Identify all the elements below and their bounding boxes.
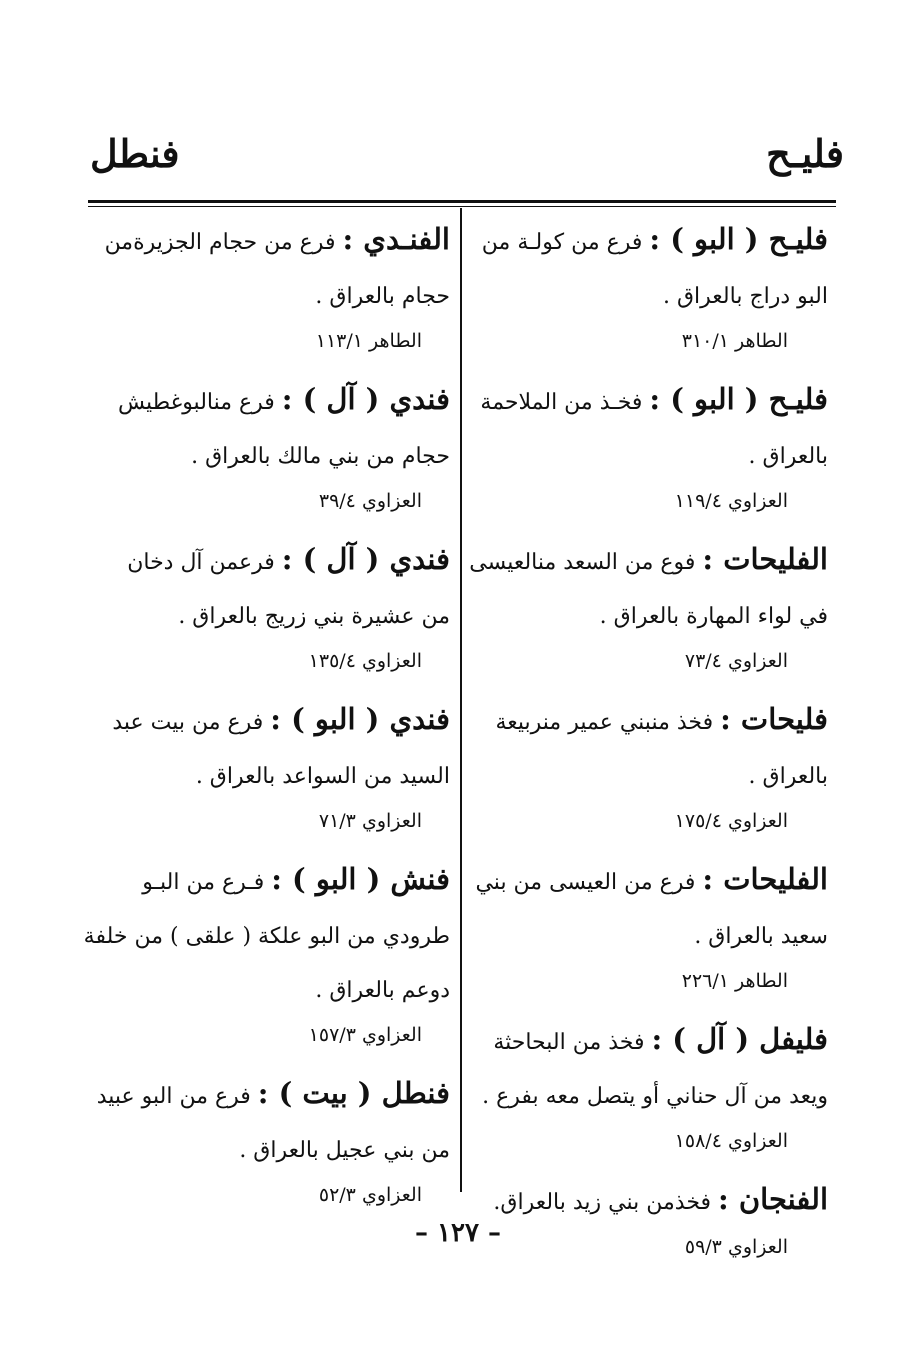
entry-reference: العزاوي ١٣٥/٤ — [308, 650, 422, 672]
entry-text: من بني عجيل بالعراق . — [239, 1138, 450, 1163]
entry-text: من عشيرة بني زريج بالعراق . — [178, 604, 450, 629]
entry-text: في لواء المهارة بالعراق . — [599, 604, 828, 629]
page-number: – ١٢٧ – — [414, 1218, 502, 1248]
entry-text: فرع منالبوغطيش — [117, 390, 282, 415]
entry — [98, 212, 450, 358]
entry-reference: العزاوي ٧١/٣ — [318, 810, 422, 832]
entry-title: الفنـدي : — [342, 222, 450, 256]
header-right-word: فليـح — [766, 131, 844, 176]
entry — [83, 852, 450, 1052]
column-divider — [460, 208, 462, 1192]
left-column — [83, 212, 450, 1226]
entry — [98, 532, 450, 678]
entry — [476, 1012, 828, 1158]
entry-title: فليـح ( البو ) : — [649, 222, 828, 256]
entry-reference: العزاوي ١١٩/٤ — [674, 490, 788, 512]
entry-title: فنش ( البو ) : — [271, 862, 450, 896]
entry — [98, 692, 450, 838]
entry-text: بالعراق . — [748, 444, 828, 469]
entry-title: فليفل ( آل ) : — [651, 1022, 828, 1056]
entry-title: فليحات : — [720, 702, 828, 736]
entry — [476, 692, 828, 838]
entry-reference: العزاوي ٧٣/٤ — [684, 650, 788, 672]
entry-reference: العزاوي ١٥٧/٣ — [308, 1024, 422, 1046]
entry-title: فنطل ( بيت ) : — [257, 1076, 450, 1110]
entry-text: فوع من السعد منالعيسى — [469, 550, 703, 575]
entry — [476, 212, 828, 358]
header-rule-thin — [88, 206, 836, 207]
entry — [98, 372, 450, 518]
entry-title: الفنجان : — [718, 1182, 828, 1216]
entry — [476, 372, 828, 518]
entry-reference: الطاهر ٢٢٦/١ — [681, 970, 788, 992]
entry — [476, 852, 828, 998]
entry-reference: العزاوي ٣٩/٤ — [318, 490, 422, 512]
entry-text: فرع من البو عبيد — [96, 1084, 258, 1109]
entry-reference: العزاوي ١٧٥/٤ — [674, 810, 788, 832]
entry-text: حجام بالعراق . — [315, 284, 450, 309]
entry-text: السيد من السواعد بالعراق . — [195, 764, 450, 789]
entry-text: فخذمن بني زيد بالعراق. — [493, 1190, 719, 1215]
entry — [469, 532, 828, 678]
entry-reference: العزاوي ٥٩/٣ — [684, 1236, 788, 1258]
entry-text: البو دراج بالعراق . — [663, 284, 828, 309]
entry-reference: الطاهر ١١٣/١ — [315, 330, 422, 352]
entry-text: فرع من حجام الجزيرةمن — [104, 230, 343, 255]
entry-text: دوعم بالعراق . — [315, 978, 450, 1003]
entry-text: فخذ منبني عمير منربيعة — [495, 710, 721, 735]
header-rule-thick — [88, 200, 836, 203]
entry-text: بالعراق . — [748, 764, 828, 789]
entry-text: فخـذ من الملاحمة — [480, 390, 650, 415]
entry-title: فندي ( آل ) : — [281, 382, 450, 416]
entry-title: فندي ( آل ) : — [281, 542, 450, 576]
entry-reference: الطاهر ٣١٠/١ — [681, 330, 788, 352]
right-column — [469, 212, 828, 1278]
entry-text: سعيد بالعراق . — [694, 924, 828, 949]
entry-text: فخذ من البحاحثة — [493, 1030, 652, 1055]
entry-text: ويعد من آل حناني أو يتصل معه بفرع . — [482, 1084, 828, 1109]
entry-title: فليـح ( البو ) : — [649, 382, 828, 416]
entry-reference: العزاوي ٥٢/٣ — [318, 1184, 422, 1206]
entry-text: فرع من بيت عبد — [112, 710, 271, 735]
entry-title: الفليحات : — [702, 542, 828, 576]
entry-title: الفليحات : — [702, 862, 828, 896]
entry-text: فرع من العيسى من بني — [475, 870, 703, 895]
entry-text: فرع من كولـة من — [481, 230, 650, 255]
entry-text: حجام من بني مالك بالعراق . — [191, 444, 450, 469]
entry-text: فـرع من البـو — [142, 870, 272, 895]
header-left-word: فنطل — [90, 131, 180, 176]
entry-title: فندي ( البو ) : — [270, 702, 450, 736]
entry-text: فرعمن آل دخان — [127, 550, 282, 575]
entry — [98, 1066, 450, 1212]
entry-reference: العزاوي ١٥٨/٤ — [674, 1130, 788, 1152]
entry-text: طرودي من البو علكة ( علقى ) من خلفة — [83, 924, 450, 949]
